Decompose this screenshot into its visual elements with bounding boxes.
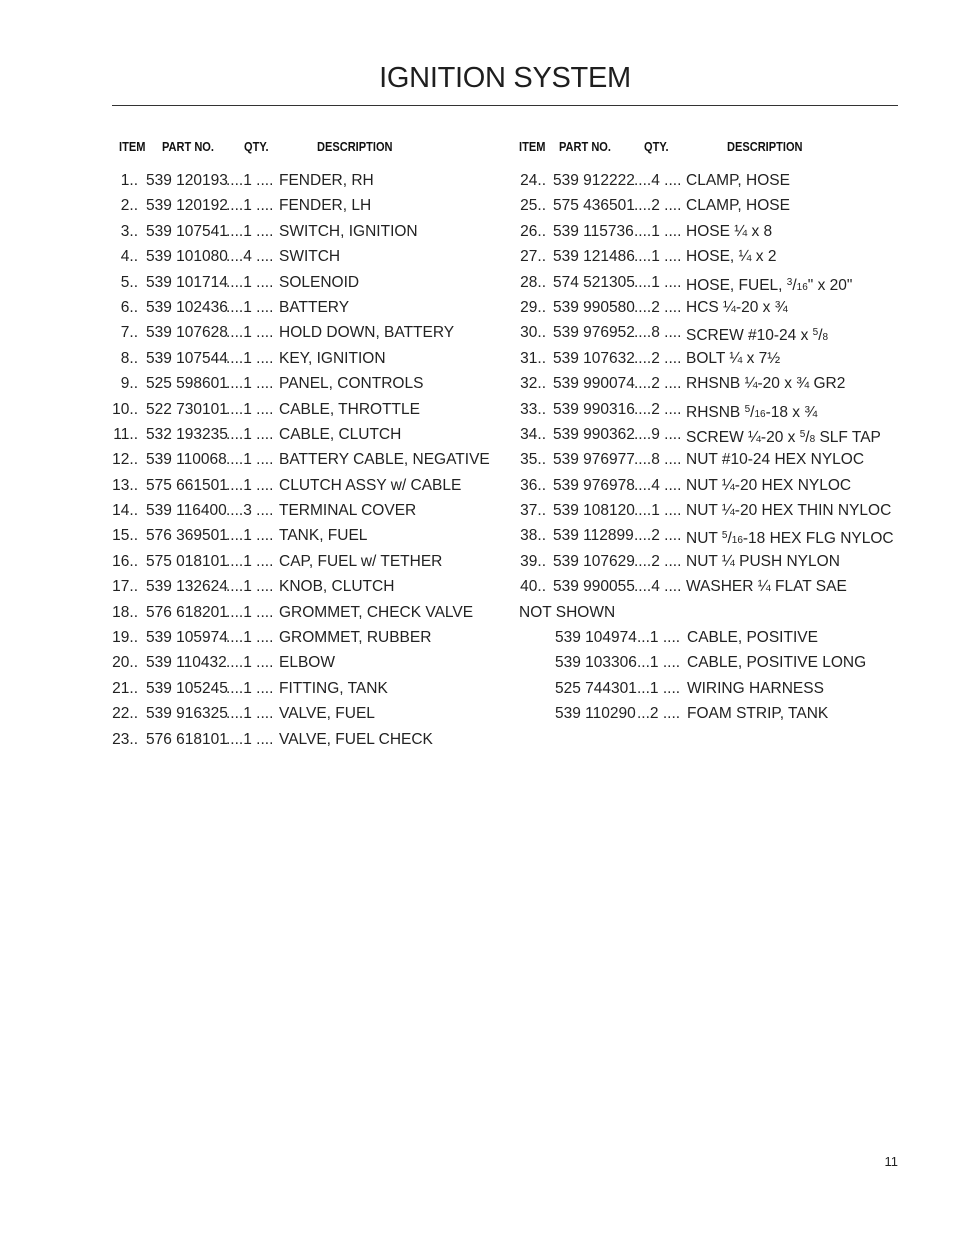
description: VALVE, FUEL CHECK	[279, 730, 433, 748]
description: NUT ¼ PUSH NYLON	[686, 552, 840, 570]
quantity: ....2 ....	[634, 349, 682, 367]
description: CLAMP, HOSE	[686, 172, 790, 189]
part-number: 539 108120	[553, 502, 635, 520]
part-number: 539 990362	[553, 425, 635, 443]
header-part-no-right: PART NO.	[559, 139, 611, 154]
quantity: ....8 ....	[634, 324, 682, 342]
part-number: 539 110068	[146, 451, 227, 469]
quantity: ....4 ....	[634, 172, 682, 189]
quantity: ....1 ....	[226, 527, 274, 545]
part-number: 539 107544	[146, 349, 228, 367]
description: NUT #10-24 HEX NYLOC	[686, 451, 865, 469]
description: CABLE, THROTTLE	[279, 400, 420, 418]
item-number: 15..	[112, 527, 138, 545]
description: SWITCH, IGNITION	[279, 222, 418, 240]
quantity: ....4 ....	[634, 578, 682, 596]
part-number: 575 661501	[146, 476, 228, 494]
description: SWITCH	[279, 248, 341, 266]
part-number: 575 436501	[553, 197, 635, 215]
item-number: 1..	[120, 172, 138, 189]
part-number: 539 107541	[146, 222, 228, 240]
description: HOSE, FUEL, $^3$/16" x 20"	[686, 276, 853, 294]
description: FENDER, RH	[279, 172, 374, 189]
part-number: 539 121486	[553, 248, 635, 266]
part-number: 522 730101	[146, 400, 228, 418]
description: CABLE, POSITIVE LONG	[687, 654, 867, 672]
description: SCREW #10-24 x $^5$/8	[686, 327, 829, 345]
part-number: 539 976977	[553, 451, 635, 469]
part-number: 575 018101	[146, 552, 228, 570]
description: HOSE, ¼ x 2	[686, 248, 777, 266]
item-number: 20..	[112, 654, 138, 672]
item-number: 37..	[520, 502, 546, 520]
quantity: ....2 ....	[634, 298, 682, 316]
part-number: 539 107629	[553, 552, 635, 570]
item-number: 23..	[112, 730, 138, 748]
description: HCS ¼-20 x ¾	[686, 298, 788, 316]
description: RHSNB ¼-20 x ¾ GR2	[686, 375, 846, 393]
item-number: 18..	[112, 603, 138, 621]
item-number: 4..	[120, 248, 138, 266]
quantity: ....1 ....	[226, 654, 274, 672]
item-number: 39..	[520, 552, 546, 570]
part-number: 539 105245	[146, 679, 228, 697]
description: FITTING, TANK	[279, 679, 388, 697]
page-title: IGNITION SYSTEM	[379, 62, 631, 94]
description: WASHER ¼ FLAT SAE	[686, 578, 847, 596]
item-number: 19..	[112, 629, 138, 647]
item-number: 38..	[520, 527, 546, 545]
header-qty-left: QTY.	[244, 139, 269, 154]
page-number: 11	[884, 1154, 898, 1169]
part-number: 574 521305	[553, 273, 635, 291]
description: GROMMET, RUBBER	[279, 629, 432, 647]
part-number: 539 990055	[553, 578, 635, 596]
item-number: 33..	[520, 400, 546, 418]
quantity: ....1 ....	[226, 603, 274, 621]
quantity: ....1 ....	[226, 476, 274, 494]
description: FENDER, LH	[279, 197, 372, 215]
description: TANK, FUEL	[279, 527, 368, 545]
item-number: 12..	[112, 451, 138, 469]
part-number: 539 990074	[553, 375, 635, 393]
quantity: ....1 ....	[634, 273, 682, 291]
quantity: ....4 ....	[226, 248, 274, 266]
quantity: ....1 ....	[226, 172, 274, 189]
description: HOLD DOWN, BATTERY	[279, 324, 455, 342]
quantity: ....1 ....	[634, 248, 682, 266]
part-number: 539 132624	[146, 578, 228, 596]
quantity: ....1 ....	[226, 197, 274, 215]
quantity: ....2 ....	[634, 552, 682, 570]
item-number: 7..	[120, 324, 138, 342]
header-item-left: ITEM	[119, 139, 146, 154]
part-number: 539 912222	[553, 172, 635, 189]
description: VALVE, FUEL	[279, 705, 375, 723]
description: PANEL, CONTROLS	[279, 375, 424, 393]
quantity: ....1 ....	[226, 552, 274, 570]
part-number: 539 115736	[553, 222, 634, 240]
quantity: ....1 ....	[226, 425, 274, 443]
item-number: 31..	[520, 349, 546, 367]
item-number: 26..	[520, 222, 546, 240]
item-number: 25..	[520, 197, 546, 215]
quantity: ....1 ....	[226, 679, 274, 697]
part-number: 539 101080	[146, 248, 228, 266]
description: ELBOW	[279, 654, 335, 672]
quantity: ....1 ....	[226, 400, 274, 418]
part-number: 539 107628	[146, 324, 228, 342]
item-number: 27..	[520, 248, 546, 266]
quantity: ....1 ....	[226, 222, 274, 240]
item-number: 36..	[520, 476, 546, 494]
item-number: 28..	[520, 273, 546, 291]
quantity: ....9 ....	[634, 425, 682, 443]
item-number: 6..	[120, 298, 138, 316]
description: FOAM STRIP, TANK	[687, 705, 829, 723]
description: NUT ¼-20 HEX NYLOC	[686, 476, 852, 494]
item-number: 35..	[520, 451, 546, 469]
quantity: ...1 ....	[637, 679, 681, 697]
part-number: 539 103306	[555, 654, 637, 672]
header-description-right: DESCRIPTION	[727, 139, 803, 154]
description: BOLT ¼ x 7½	[686, 349, 781, 367]
part-number: 539 976978	[553, 476, 635, 494]
item-number: 8..	[120, 349, 138, 367]
part-number: 539 120192	[146, 197, 228, 215]
quantity: ....1 ....	[226, 273, 274, 291]
part-number: 539 990316	[553, 400, 635, 418]
quantity: ....1 ....	[226, 298, 274, 316]
description: CLAMP, HOSE	[686, 197, 790, 215]
part-number: 525 598601	[146, 375, 228, 393]
item-number: 40..	[520, 578, 546, 596]
quantity: ....2 ....	[634, 527, 682, 545]
description: NUT $^5$/16-18 HEX FLG NYLOC	[686, 530, 894, 548]
part-number: 539 102436	[146, 298, 228, 316]
quantity: ...1 ....	[637, 654, 681, 672]
quantity: ....1 ....	[226, 451, 274, 469]
description: KNOB, CLUTCH	[279, 578, 395, 596]
description: NUT ¼-20 HEX THIN NYLOC	[686, 502, 892, 520]
description: BATTERY	[279, 298, 350, 316]
item-number: 3..	[120, 222, 138, 240]
description: CLUTCH ASSY w/ CABLE	[279, 476, 462, 494]
quantity: ....2 ....	[634, 400, 682, 418]
part-number: 539 107632	[553, 349, 635, 367]
not-shown-label: NOT SHOWN	[519, 603, 616, 621]
item-number: 17..	[112, 578, 138, 596]
header-description-left: DESCRIPTION	[317, 139, 393, 154]
quantity: ....2 ....	[634, 375, 682, 393]
title-divider	[112, 105, 898, 106]
item-number: 32..	[520, 375, 546, 393]
quantity: ....1 ....	[226, 705, 274, 723]
part-number: 539 112899	[553, 527, 634, 545]
item-number: 21..	[112, 679, 138, 697]
part-number: 576 369501	[146, 527, 228, 545]
part-number: 539 105974	[146, 629, 228, 647]
header-part-no-left: PART NO.	[162, 139, 214, 154]
part-number: 539 976952	[553, 324, 635, 342]
quantity: ...2 ....	[637, 705, 681, 723]
part-number: 532 193235	[146, 425, 228, 443]
quantity: ....1 ....	[226, 324, 274, 342]
description: WIRING HARNESS	[687, 679, 824, 697]
part-number: 525 744301	[555, 679, 637, 697]
item-number: 30..	[520, 324, 546, 342]
part-number: 539 110290	[555, 705, 636, 723]
item-number: 16..	[112, 552, 138, 570]
description: TERMINAL COVER	[279, 502, 417, 520]
description: CABLE, CLUTCH	[279, 425, 402, 443]
quantity: ....1 ....	[226, 375, 274, 393]
item-number: 10..	[112, 400, 138, 418]
part-number: 539 990580	[553, 298, 635, 316]
quantity: ....4 ....	[634, 476, 682, 494]
part-number: 576 618101	[146, 730, 228, 748]
item-number: 22..	[112, 705, 138, 723]
item-number: 29..	[520, 298, 546, 316]
description: HOSE ¼ x 8	[686, 222, 773, 240]
description: CABLE, POSITIVE	[687, 629, 818, 647]
quantity: ....3 ....	[226, 502, 274, 520]
item-number: 2..	[120, 197, 138, 215]
description: BATTERY CABLE, NEGATIVE	[279, 451, 490, 469]
item-number: 34..	[520, 425, 546, 443]
quantity: ....2 ....	[634, 197, 682, 215]
part-number: 576 618201	[146, 603, 228, 621]
item-number: 24..	[520, 172, 546, 189]
quantity: ....1 ....	[226, 629, 274, 647]
quantity: ....1 ....	[634, 502, 682, 520]
header-qty-right: QTY.	[644, 139, 669, 154]
quantity: ....1 ....	[226, 349, 274, 367]
description: KEY, IGNITION	[279, 349, 386, 367]
quantity: ....8 ....	[634, 451, 682, 469]
quantity: ....1 ....	[634, 222, 682, 240]
description: RHSNB $^5$/16-18 x ¾	[686, 403, 818, 421]
part-number: 539 110432	[146, 654, 227, 672]
part-number: 539 104974	[555, 629, 637, 647]
quantity: ...1 ....	[637, 629, 681, 647]
quantity: ....1 ....	[226, 730, 274, 748]
description: SOLENOID	[279, 273, 360, 291]
item-number: 13..	[112, 476, 138, 494]
part-number: 539 116400	[146, 502, 227, 520]
quantity: ....1 ....	[226, 578, 274, 596]
description: CAP, FUEL w/ TETHER	[279, 552, 443, 570]
part-number: 539 101714	[146, 273, 228, 291]
header-item-right: ITEM	[519, 139, 546, 154]
item-number: 9..	[120, 375, 138, 393]
item-number: 11..	[113, 425, 138, 443]
description: GROMMET, CHECK VALVE	[279, 603, 474, 621]
description: SCREW ¼-20 x $^5$/8 SLF TAP	[686, 428, 881, 446]
item-number: 14..	[112, 502, 138, 520]
item-number: 5..	[120, 273, 138, 291]
part-number: 539 916325	[146, 705, 228, 723]
part-number: 539 120193	[146, 172, 228, 189]
